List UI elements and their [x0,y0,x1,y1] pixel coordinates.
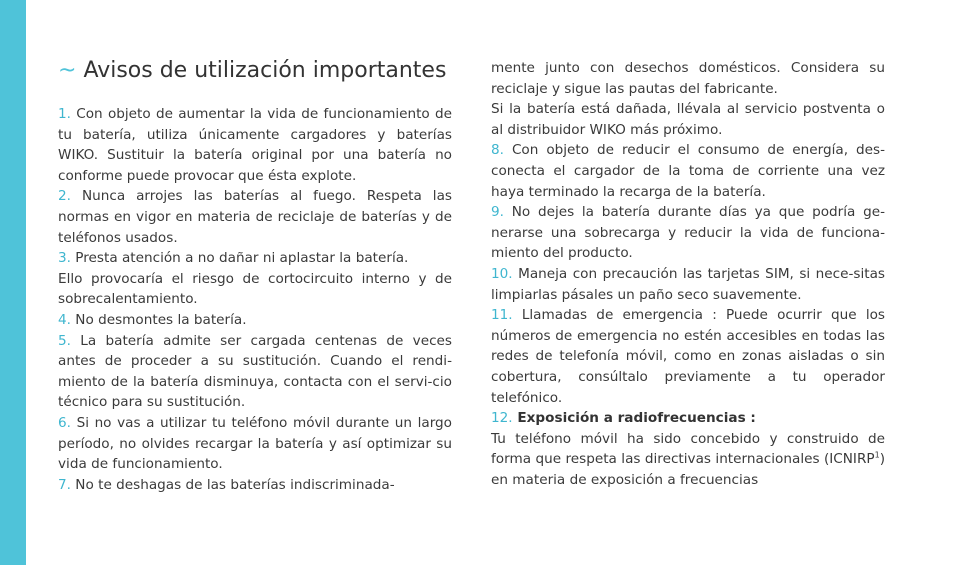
notice-item-11 [491,305,885,408]
side-accent-bar [0,0,26,565]
item-number: 1. [58,106,71,122]
page-title [58,58,452,84]
item-text: Con objeto de aumentar la vida de funcionamiento de tu batería, utiliza únicamente cargadores y baterías WIKO. Sustituir la batería original por una batería no conforme puede provocar que ésta explote. [58,106,452,184]
notice-item-6 [58,413,452,475]
rf-exposure-text [491,429,885,491]
item-7-continuation: mente junto con desechos domésticos. Considera su reciclaje y sigue las pautas del fabricante. [491,60,885,97]
item-number: 10. [491,265,513,282]
item-text: Llamadas de emergencia : Puede ocurrir que los números de emergencia no estén accesibles en todas las redes de telefonía móvil, como en zonas aisladas o sin cobertura, consúltalo previamente a tu operador telefónico. [491,307,885,406]
notice-item-8 [491,140,885,202]
item-number: 2. [58,188,71,205]
item-text: Con objeto de reducir el consumo de energía, des-conecta el cargador de la toma de corriente una vez haya terminado la recarga de la batería. [491,142,885,200]
damaged-battery-note: Si la batería está dañada, llévala al servicio postventa o al distribuidor WIKO más próximo. [491,101,885,138]
footnote-marker: 1 [874,450,880,460]
item-text: Nunca arrojes las baterías al fuego. Respeta las normas en vigor en materia de reciclaje de baterías y de teléfonos usados. [58,188,452,246]
item-number: 3. [58,250,71,267]
notice-item-2 [58,186,452,248]
item-number: 5. [58,332,71,349]
title-text: Avisos de utilización importantes [83,58,447,83]
notice-item-12-heading [491,408,885,429]
item-number: 6. [58,414,71,431]
notice-item-3 [58,248,452,310]
item-number: 9. [491,204,504,221]
item-number: 7. [58,476,71,493]
item-text: Presta atención a no dañar ni aplastar la batería. [70,250,409,267]
item-text-continued: Ello provocaría el riesgo de cortocircuito interno y de sobrecalentamiento. [58,270,452,308]
item-text: Si no vas a utilizar tu teléfono móvil durante un largo período, no olvides recargar la batería y así optimizar su vida de funcionamiento. [58,414,452,473]
rf-text-after: ) en materia de exposición a frecuencias [491,451,885,488]
rf-heading: Exposición a radiofrecuencias : [512,410,756,427]
item-text: La batería admite ser cargada centenas de veces antes de proceder a su sustitución. Cuando el rendi-miento de la batería disminuya, contacta con el servi-cio técnico para su sustitución. [58,332,452,411]
item-number: 11. [491,307,513,324]
notice-item-4 [58,310,452,331]
item-number: 4. [58,311,71,328]
notice-item-5 [58,331,452,413]
item-text: Maneja con precaución las tarjetas SIM, si nece-sitas limpiarlas pásales un paño seco suavemente. [491,265,885,303]
notice-item-9 [491,202,885,264]
notice-item-7 [58,475,452,496]
item-number: 12. [491,410,513,427]
item-text: No te deshagas de las baterías indiscriminada- [70,476,395,493]
notice-item-10 [491,264,885,305]
right-column [491,58,885,490]
item-text: No dejes la batería durante días ya que podría ge-nerarse una sobrecarga y reducir la vida de funciona-miento del producto. [491,204,885,262]
item-number: 8. [491,142,504,159]
notice-item-1 [58,104,452,186]
title-tilde: ~ [58,58,77,83]
item-text: No desmontes la batería. [70,311,247,328]
rf-text-before: Tu teléfono móvil ha sido concebido y construido de forma que respeta las directivas internacionales (ICNIRP [491,430,885,468]
left-column [58,58,452,495]
